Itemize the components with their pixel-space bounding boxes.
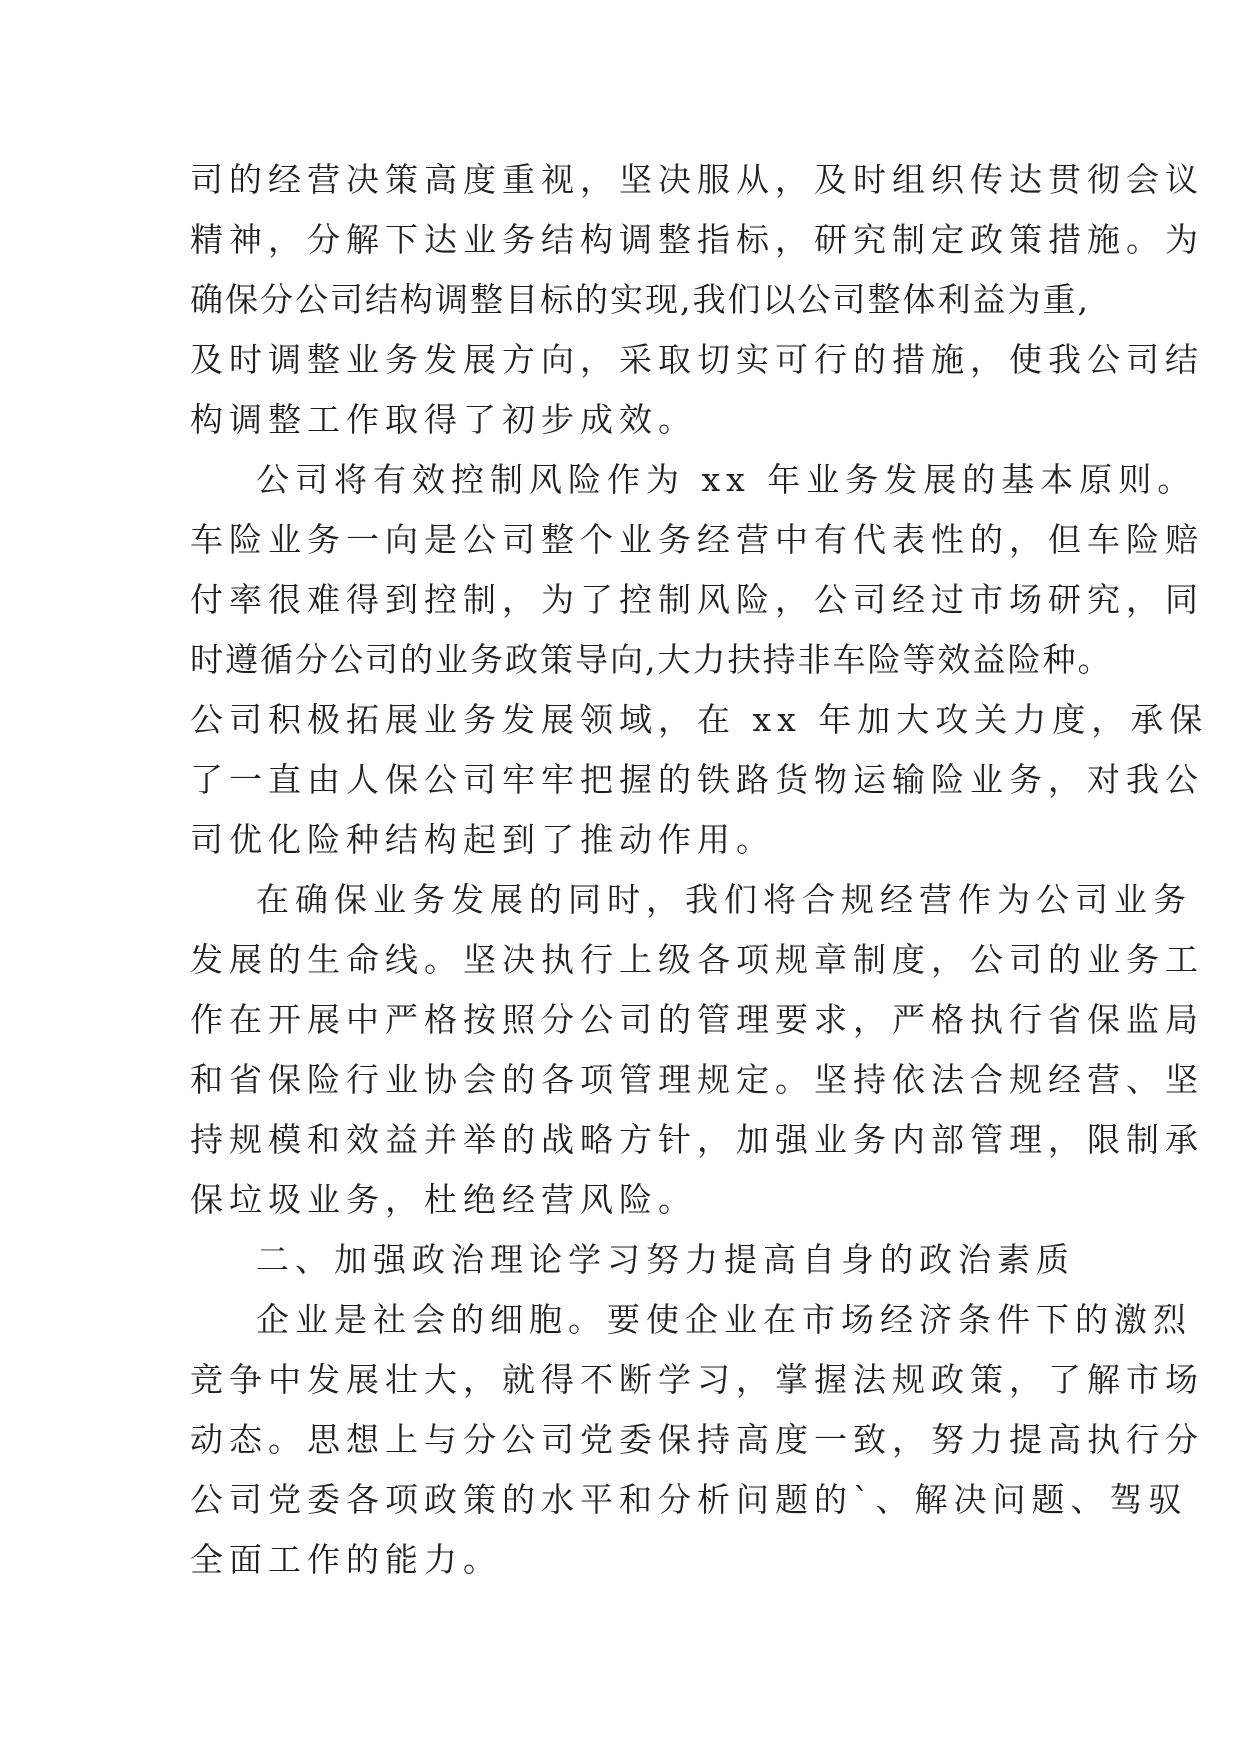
text-line: 确保分公司结构调整目标的实现,我们以公司整体利益为重, [190, 280, 1090, 319]
text-line: 保垃圾业务，杜绝经营风险。 [190, 1180, 697, 1219]
text-line: 发展的生命线。坚决执行上级各项规章制度，公司的业务工 [190, 940, 1204, 979]
text-line: 全面工作的能力。 [190, 1540, 502, 1579]
text-line: 动态。思想上与分公司党委保持高度一致，努力提高执行分 [190, 1420, 1204, 1459]
text-line: 持规模和效益并举的战略方针，加强业务内部管理，限制承 [190, 1120, 1204, 1159]
paragraph-start-line: 企业是社会的细胞。要使企业在市场经济条件下的激烈 [256, 1300, 1192, 1339]
paragraph-start-line: 公司将有效控制风险作为 xx 年业务发展的基本原则。 [256, 460, 1197, 499]
body-text [190, 150, 1209, 1590]
text-line: 竞争中发展壮大，就得不断学习，掌握法规政策，了解市场 [190, 1360, 1204, 1399]
paragraph-start-line: 在确保业务发展的同时，我们将合规经营作为公司业务 [256, 880, 1192, 919]
text-line: 构调整工作取得了初步成效。 [190, 400, 697, 439]
section-heading: 二、加强政治理论学习努力提高自身的政治素质 [256, 1240, 1075, 1279]
text-line: 公司党委各项政策的水平和分析问题的`、解决问题、驾驭 [190, 1480, 1188, 1519]
text-line: 司的经营决策高度重视，坚决服从，及时组织传达贯彻会议 [190, 160, 1204, 199]
text-line: 了一直由人保公司牢牢把握的铁路货物运输险业务，对我公 [190, 760, 1204, 799]
text-line: 司优化险种结构起到了推动作用。 [190, 820, 775, 859]
text-line: 作在开展中严格按照分公司的管理要求，严格执行省保监局 [190, 1000, 1204, 1039]
text-line: 精神，分解下达业务结构调整指标，研究制定政策措施。为 [190, 220, 1204, 259]
text-line: 和省保险行业协会的各项管理规定。坚持依法合规经营、坚 [190, 1060, 1204, 1099]
text-line: 及时调整业务发展方向，采取切实可行的措施，使我公司结 [190, 340, 1204, 379]
text-line: 付率很难得到控制，为了控制风险，公司经过市场研究，同 [190, 580, 1204, 619]
text-line: 车险业务一向是公司整个业务经营中有代表性的，但车险赔 [190, 520, 1204, 559]
text-line: 时遵循分公司的业务政策导向,大力扶持非车险等效益险种。 [190, 640, 1113, 679]
text-line: 公司积极拓展业务发展领域，在 xx 年加大攻关力度，承保 [190, 700, 1209, 739]
